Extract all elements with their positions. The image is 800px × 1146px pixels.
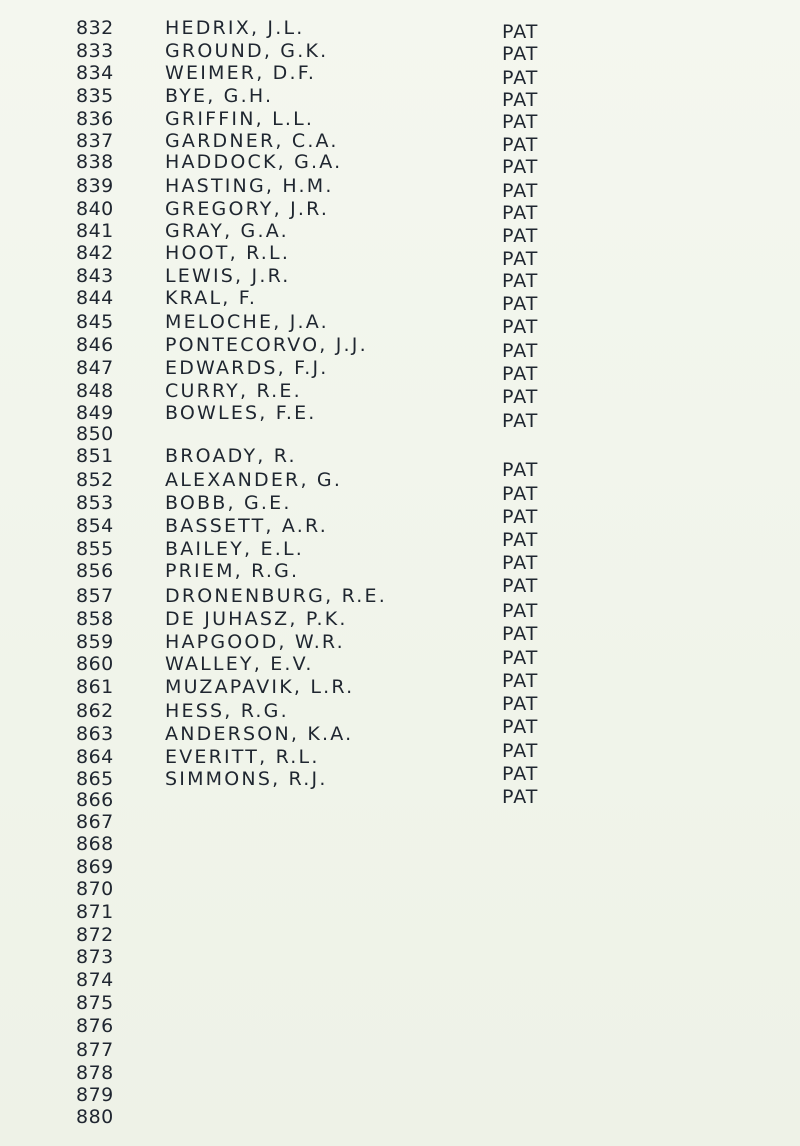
row-number: 849 bbox=[76, 402, 114, 424]
row-number: 833 bbox=[76, 40, 114, 62]
person-name: ANDERSON, K.A. bbox=[165, 723, 354, 745]
person-name: HADDOCK, G.A. bbox=[165, 151, 343, 173]
person-name: GREGORY, J.R. bbox=[165, 198, 330, 220]
row-number: 864 bbox=[76, 746, 114, 768]
row-number: 853 bbox=[76, 492, 114, 514]
person-name: HESS, R.G. bbox=[165, 700, 289, 722]
row-number: 867 bbox=[76, 811, 114, 833]
list-item bbox=[0, 1106, 800, 1128]
list-item bbox=[0, 1015, 800, 1037]
row-number: 874 bbox=[76, 969, 114, 991]
status-code: PAT bbox=[502, 786, 539, 808]
person-name: MUZAPAVIK, L.R. bbox=[165, 676, 355, 698]
row-number: 873 bbox=[76, 946, 114, 968]
status-code: PAT bbox=[502, 43, 539, 65]
person-name: HASTING, H.M. bbox=[165, 175, 334, 197]
list-item bbox=[0, 108, 800, 133]
status-code: PAT bbox=[502, 293, 539, 315]
row-number: 859 bbox=[76, 631, 114, 653]
row-number: 836 bbox=[76, 108, 114, 130]
row-number: 869 bbox=[76, 856, 114, 878]
list-item bbox=[0, 901, 800, 923]
status-code: PAT bbox=[502, 410, 539, 432]
row-number: 848 bbox=[76, 380, 114, 402]
status-code: PAT bbox=[502, 459, 539, 481]
list-item bbox=[0, 62, 800, 89]
status-code: PAT bbox=[502, 270, 539, 292]
status-code: PAT bbox=[502, 21, 539, 43]
status-code: PAT bbox=[502, 89, 539, 111]
status-code: PAT bbox=[502, 340, 539, 362]
status-code: PAT bbox=[502, 67, 539, 89]
status-code: PAT bbox=[502, 386, 539, 408]
row-number: 838 bbox=[76, 151, 114, 173]
list-item bbox=[0, 856, 800, 878]
list-item bbox=[0, 17, 800, 43]
row-number: 863 bbox=[76, 723, 114, 745]
row-number: 875 bbox=[76, 992, 114, 1014]
list-item bbox=[0, 946, 800, 968]
person-name: GARDNER, C.A. bbox=[165, 130, 339, 152]
status-code: PAT bbox=[502, 111, 539, 133]
row-number: 872 bbox=[76, 924, 114, 946]
status-code: PAT bbox=[502, 134, 539, 156]
status-code: PAT bbox=[502, 670, 539, 692]
person-name: HAPGOOD, W.R. bbox=[165, 631, 345, 653]
row-number: 865 bbox=[76, 768, 114, 790]
row-number: 877 bbox=[76, 1039, 114, 1061]
person-name: WALLEY, E.V. bbox=[165, 653, 314, 675]
person-name: HEDRIX, J.L. bbox=[165, 17, 305, 39]
list-item bbox=[0, 423, 800, 445]
row-number: 862 bbox=[76, 700, 114, 722]
status-code: PAT bbox=[502, 225, 539, 247]
status-code: PAT bbox=[502, 693, 539, 715]
row-number: 847 bbox=[76, 357, 114, 379]
person-name: WEIMER, D.F. bbox=[165, 62, 317, 84]
list-item bbox=[0, 402, 800, 432]
row-number: 832 bbox=[76, 17, 114, 39]
person-name: GRIFFIN, L.L. bbox=[165, 108, 315, 130]
person-name: DRONENBURG, R.E. bbox=[165, 585, 387, 607]
list-item bbox=[0, 789, 800, 811]
status-code: PAT bbox=[502, 483, 539, 505]
list-item bbox=[0, 811, 800, 833]
person-name: HOOT, R.L. bbox=[165, 242, 291, 264]
row-number: 851 bbox=[76, 445, 114, 467]
status-code: PAT bbox=[502, 600, 539, 622]
person-name: CURRY, R.E. bbox=[165, 380, 302, 402]
status-code: PAT bbox=[502, 716, 539, 738]
list-item bbox=[0, 969, 800, 991]
status-code: PAT bbox=[502, 740, 539, 762]
person-name: DE JUHASZ, P.K. bbox=[165, 608, 348, 630]
person-name: BYE, G.H. bbox=[165, 85, 274, 107]
row-number: 837 bbox=[76, 130, 114, 152]
row-number: 856 bbox=[76, 560, 114, 582]
status-code: PAT bbox=[502, 763, 539, 785]
row-number: 879 bbox=[76, 1084, 114, 1106]
list-item bbox=[0, 287, 800, 315]
list-item bbox=[0, 175, 800, 202]
row-number: 843 bbox=[76, 265, 114, 287]
person-name: KRAL, F. bbox=[165, 287, 258, 309]
person-name: SIMMONS, R.J. bbox=[165, 768, 328, 790]
status-code: PAT bbox=[502, 647, 539, 669]
status-code: PAT bbox=[502, 248, 539, 270]
list-item bbox=[0, 357, 800, 385]
status-code: PAT bbox=[502, 202, 539, 224]
person-name: PONTECORVO, J.J. bbox=[165, 334, 368, 356]
row-number: 845 bbox=[76, 311, 114, 333]
list-item bbox=[0, 198, 800, 224]
row-number: 861 bbox=[76, 676, 114, 698]
list-item bbox=[0, 130, 800, 156]
row-number: 834 bbox=[76, 62, 114, 84]
list-item bbox=[0, 265, 800, 292]
status-code: PAT bbox=[502, 156, 539, 178]
status-code: PAT bbox=[502, 529, 539, 551]
row-number: 871 bbox=[76, 901, 114, 923]
status-code: PAT bbox=[502, 623, 539, 645]
status-code: PAT bbox=[502, 506, 539, 528]
person-name: MELOCHE, J.A. bbox=[165, 311, 329, 333]
row-number: 870 bbox=[76, 878, 114, 900]
list-item bbox=[0, 151, 800, 178]
person-name: BROADY, R. bbox=[165, 445, 297, 467]
person-name: LEWIS, J.R. bbox=[165, 265, 291, 287]
list-item bbox=[0, 1084, 800, 1106]
list-item bbox=[0, 334, 800, 362]
person-name: PRIEM, R.G. bbox=[165, 560, 300, 582]
status-code: PAT bbox=[502, 316, 539, 338]
row-number: 846 bbox=[76, 334, 114, 356]
row-number: 842 bbox=[76, 242, 114, 264]
list-item bbox=[0, 1062, 800, 1084]
row-number: 841 bbox=[76, 220, 114, 242]
row-number: 835 bbox=[76, 85, 114, 107]
row-number: 857 bbox=[76, 585, 114, 607]
list-item bbox=[0, 40, 800, 65]
list-item bbox=[0, 924, 800, 946]
list-item bbox=[0, 85, 800, 111]
list-item bbox=[0, 833, 800, 855]
row-number: 880 bbox=[76, 1106, 114, 1128]
row-number: 840 bbox=[76, 198, 114, 220]
list-item bbox=[0, 242, 800, 270]
person-name: BASSETT, A.R. bbox=[165, 515, 328, 537]
row-number: 854 bbox=[76, 515, 114, 537]
row-number: 878 bbox=[76, 1062, 114, 1084]
person-name: BOWLES, F.E. bbox=[165, 402, 317, 424]
status-code: PAT bbox=[502, 552, 539, 574]
status-code: PAT bbox=[502, 363, 539, 385]
status-code: PAT bbox=[502, 180, 539, 202]
person-name: EVERITT, R.L. bbox=[165, 746, 320, 768]
person-name: BOBB, G.E. bbox=[165, 492, 292, 514]
row-number: 866 bbox=[76, 789, 114, 811]
status-code: PAT bbox=[502, 575, 539, 597]
person-name: ALEXANDER, G. bbox=[165, 469, 343, 491]
row-number: 839 bbox=[76, 175, 114, 197]
row-number: 844 bbox=[76, 287, 114, 309]
list-item bbox=[0, 311, 800, 338]
list-item bbox=[0, 380, 800, 408]
list-item bbox=[0, 992, 800, 1014]
person-name: EDWARDS, F.J. bbox=[165, 357, 329, 379]
list-item bbox=[0, 1039, 800, 1061]
row-number: 868 bbox=[76, 833, 114, 855]
list-item bbox=[0, 220, 800, 247]
row-number: 855 bbox=[76, 538, 114, 560]
list-item bbox=[0, 878, 800, 900]
row-number: 852 bbox=[76, 469, 114, 491]
row-number: 876 bbox=[76, 1015, 114, 1037]
row-number: 858 bbox=[76, 608, 114, 630]
person-name: GROUND, G.K. bbox=[165, 40, 329, 62]
person-name: GRAY, G.A. bbox=[165, 220, 289, 242]
row-number: 860 bbox=[76, 653, 114, 675]
row-number: 850 bbox=[76, 423, 114, 445]
person-name: BAILEY, E.L. bbox=[165, 538, 304, 560]
